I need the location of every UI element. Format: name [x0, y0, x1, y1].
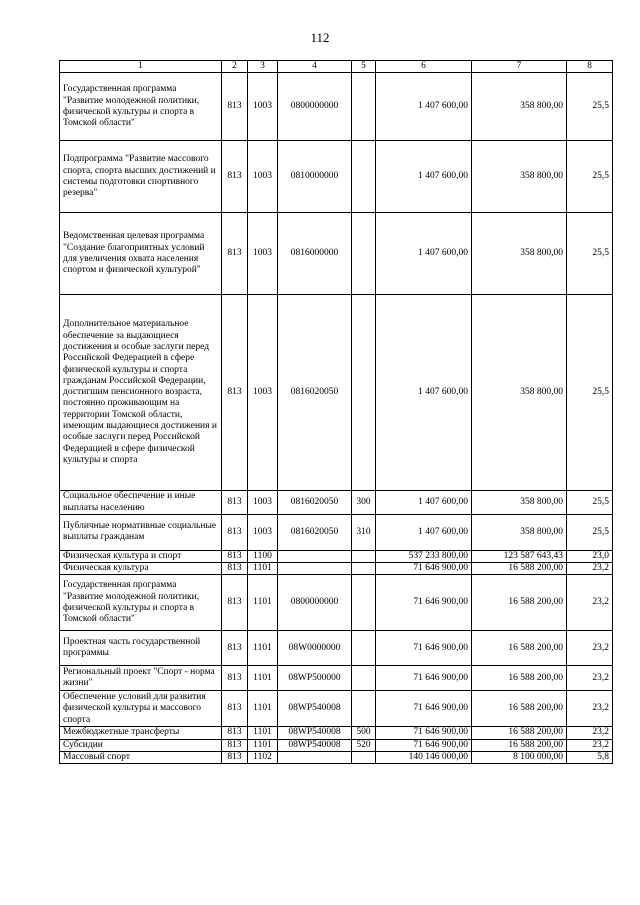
executed-amount-cell: 16 588 200,00	[472, 691, 567, 727]
expense-type-cell	[352, 752, 376, 764]
section-code-cell: 1101	[248, 631, 278, 666]
executed-amount-cell: 16 588 200,00	[472, 666, 567, 691]
percent-cell: 23,0	[567, 550, 613, 562]
chapter-code-cell: 813	[222, 666, 248, 691]
table-row	[60, 631, 613, 666]
planned-amount-cell: 71 646 900,00	[376, 691, 472, 727]
expense-type-cell	[352, 550, 376, 562]
section-code-cell: 1003	[248, 213, 278, 295]
row-name-cell: Физическая культура	[60, 563, 222, 575]
percent-cell: 25,5	[567, 514, 613, 550]
section-code-cell: 1003	[248, 491, 278, 515]
table-row	[60, 295, 613, 491]
target-item-cell: 0816020050	[278, 514, 352, 550]
percent-cell: 23,2	[567, 631, 613, 666]
chapter-code-cell: 813	[222, 514, 248, 550]
executed-amount-cell: 16 588 200,00	[472, 563, 567, 575]
table-row	[60, 575, 613, 631]
target-item-cell: 08WP540008	[278, 691, 352, 727]
executed-amount-cell: 358 800,00	[472, 213, 567, 295]
section-code-cell: 1101	[248, 575, 278, 631]
executed-amount-cell: 16 588 200,00	[472, 739, 567, 751]
section-code-cell: 1003	[248, 141, 278, 213]
target-item-cell: 0816020050	[278, 491, 352, 515]
row-name-cell: Государственная программа "Развитие молодежной политики, физической культуры и спорта в Томской области"	[60, 73, 222, 141]
planned-amount-cell: 71 646 900,00	[376, 666, 472, 691]
target-item-cell	[278, 550, 352, 562]
percent-cell: 23,2	[567, 666, 613, 691]
executed-amount-cell: 16 588 200,00	[472, 631, 567, 666]
target-item-cell: 0816000000	[278, 213, 352, 295]
percent-cell: 25,5	[567, 491, 613, 515]
row-name-cell: Дополнительное материальное обеспечение за выдающиеся достижения и особые заслуги перед Российской Федерацией в сфере физической культуры и спорта гражданам Российской Федерации, достигшим пенсионного возраста, постоянно проживающим на территории Томской области, имеющим выдающиеся достижения и особые заслуги перед Российской Федерацией в сфере физической культуры и спорта	[60, 295, 222, 491]
executed-amount-cell: 358 800,00	[472, 514, 567, 550]
chapter-code-cell: 813	[222, 141, 248, 213]
executed-amount-cell: 16 588 200,00	[472, 727, 567, 739]
planned-amount-cell: 537 233 800,00	[376, 550, 472, 562]
section-code-cell: 1101	[248, 563, 278, 575]
percent-cell: 5,8	[567, 752, 613, 764]
table-row	[60, 727, 613, 739]
executed-amount-cell: 8 100 000,00	[472, 752, 567, 764]
section-code-cell: 1102	[248, 752, 278, 764]
expense-type-cell	[352, 141, 376, 213]
planned-amount-cell: 1 407 600,00	[376, 514, 472, 550]
section-code-cell: 1003	[248, 73, 278, 141]
chapter-code-cell: 813	[222, 691, 248, 727]
table-row	[60, 141, 613, 213]
row-name-cell: Проектная часть государственной программы	[60, 631, 222, 666]
row-name-cell: Массовый спорт	[60, 752, 222, 764]
header-cell: 4	[278, 61, 352, 73]
table-row	[60, 550, 613, 562]
table-row	[60, 752, 613, 764]
expense-type-cell: 520	[352, 739, 376, 751]
planned-amount-cell: 1 407 600,00	[376, 141, 472, 213]
executed-amount-cell: 123 587 643,43	[472, 550, 567, 562]
header-cell: 1	[60, 61, 222, 73]
header-cell: 7	[472, 61, 567, 73]
row-name-cell: Межбюджетные трансферты	[60, 727, 222, 739]
chapter-code-cell: 813	[222, 752, 248, 764]
table-row	[60, 73, 613, 141]
target-item-cell	[278, 752, 352, 764]
percent-cell: 23,2	[567, 739, 613, 751]
chapter-code-cell: 813	[222, 631, 248, 666]
section-code-cell: 1003	[248, 514, 278, 550]
section-code-cell: 1101	[248, 666, 278, 691]
target-item-cell: 08WP540008	[278, 727, 352, 739]
row-name-cell: Подпрограмма "Развитие массового спорта, спорта высших достижений и системы подготовки спортивного резерва"	[60, 141, 222, 213]
expense-type-cell	[352, 575, 376, 631]
table-row	[60, 514, 613, 550]
percent-cell: 23,2	[567, 563, 613, 575]
row-name-cell: Социальное обеспечение и иные выплаты населению	[60, 491, 222, 515]
row-name-cell: Региональный проект "Спорт - норма жизни"	[60, 666, 222, 691]
target-item-cell: 08WP500000	[278, 666, 352, 691]
expense-type-cell	[352, 691, 376, 727]
target-item-cell: 0800000000	[278, 575, 352, 631]
planned-amount-cell: 1 407 600,00	[376, 295, 472, 491]
chapter-code-cell: 813	[222, 739, 248, 751]
planned-amount-cell: 71 646 900,00	[376, 563, 472, 575]
expense-type-cell	[352, 73, 376, 141]
expense-type-cell: 500	[352, 727, 376, 739]
row-name-cell: Обеспечение условий для развития физической культуры и массового спорта	[60, 691, 222, 727]
planned-amount-cell: 1 407 600,00	[376, 73, 472, 141]
budget-table	[59, 60, 613, 764]
row-name-cell: Физическая культура и спорт	[60, 550, 222, 562]
planned-amount-cell: 1 407 600,00	[376, 213, 472, 295]
header-cell: 3	[248, 61, 278, 73]
target-item-cell: 08W0000000	[278, 631, 352, 666]
section-code-cell: 1101	[248, 739, 278, 751]
chapter-code-cell: 813	[222, 73, 248, 141]
chapter-code-cell: 813	[222, 550, 248, 562]
percent-cell: 25,5	[567, 73, 613, 141]
executed-amount-cell: 358 800,00	[472, 491, 567, 515]
planned-amount-cell: 71 646 900,00	[376, 631, 472, 666]
row-name-cell: Субсидии	[60, 739, 222, 751]
percent-cell: 25,5	[567, 295, 613, 491]
percent-cell: 25,5	[567, 213, 613, 295]
planned-amount-cell: 1 407 600,00	[376, 491, 472, 515]
header-cell: 2	[222, 61, 248, 73]
expense-type-cell	[352, 213, 376, 295]
expense-type-cell	[352, 666, 376, 691]
expense-type-cell	[352, 295, 376, 491]
target-item-cell	[278, 563, 352, 575]
header-cell: 5	[352, 61, 376, 73]
page-number: 112	[310, 30, 330, 45]
row-name-cell: Публичные нормативные социальные выплаты гражданам	[60, 514, 222, 550]
executed-amount-cell: 358 800,00	[472, 73, 567, 141]
planned-amount-cell: 140 146 000,00	[376, 752, 472, 764]
percent-cell: 25,5	[567, 141, 613, 213]
expense-type-cell: 310	[352, 514, 376, 550]
row-name-cell: Ведомственная целевая программа "Создание благоприятных условий для увеличения охвата населения спортом и физической культурой"	[60, 213, 222, 295]
table-row	[60, 491, 613, 515]
target-item-cell: 0816020050	[278, 295, 352, 491]
section-code-cell: 1101	[248, 727, 278, 739]
chapter-code-cell: 813	[222, 213, 248, 295]
expense-type-cell: 300	[352, 491, 376, 515]
table-row	[60, 739, 613, 751]
section-code-cell: 1100	[248, 550, 278, 562]
header-cell: 6	[376, 61, 472, 73]
table-row	[60, 563, 613, 575]
table-row	[60, 213, 613, 295]
planned-amount-cell: 71 646 900,00	[376, 739, 472, 751]
expense-type-cell	[352, 631, 376, 666]
executed-amount-cell: 16 588 200,00	[472, 575, 567, 631]
chapter-code-cell: 813	[222, 563, 248, 575]
executed-amount-cell: 358 800,00	[472, 141, 567, 213]
table-row	[60, 666, 613, 691]
row-name-cell: Государственная программа "Развитие молодежной политики, физической культуры и спорта в Томской области"	[60, 575, 222, 631]
percent-cell: 23,2	[567, 691, 613, 727]
chapter-code-cell: 813	[222, 295, 248, 491]
executed-amount-cell: 358 800,00	[472, 295, 567, 491]
planned-amount-cell: 71 646 900,00	[376, 727, 472, 739]
table-header-row	[60, 61, 613, 73]
section-code-cell: 1003	[248, 295, 278, 491]
target-item-cell: 0810000000	[278, 141, 352, 213]
section-code-cell: 1101	[248, 691, 278, 727]
percent-cell: 23,2	[567, 575, 613, 631]
chapter-code-cell: 813	[222, 727, 248, 739]
header-cell: 8	[567, 61, 613, 73]
expense-type-cell	[352, 563, 376, 575]
planned-amount-cell: 71 646 900,00	[376, 575, 472, 631]
percent-cell: 23,2	[567, 727, 613, 739]
target-item-cell: 08WP540008	[278, 739, 352, 751]
table-row	[60, 691, 613, 727]
chapter-code-cell: 813	[222, 491, 248, 515]
target-item-cell: 0800000000	[278, 73, 352, 141]
chapter-code-cell: 813	[222, 575, 248, 631]
